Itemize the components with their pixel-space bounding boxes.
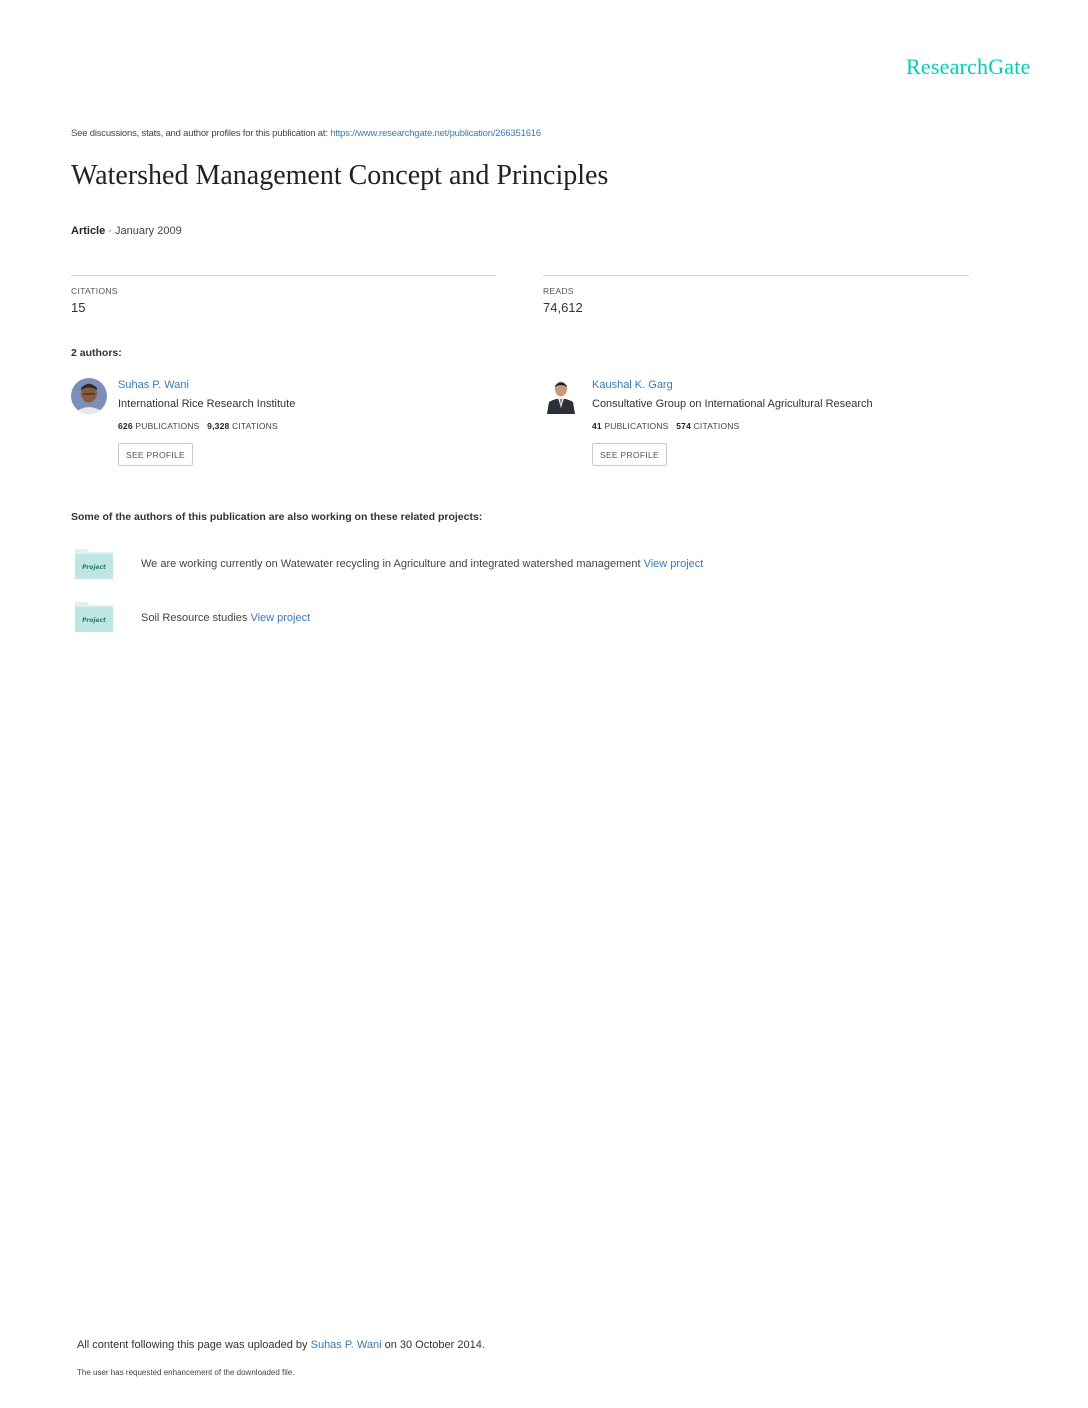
publications-count: 41 — [592, 421, 602, 431]
reads-count: 74,612 — [543, 300, 583, 315]
project-icon-label: Project — [82, 564, 106, 571]
uploader-link[interactable]: Suhas P. Wani — [310, 1339, 382, 1351]
meta-separator: · — [105, 225, 116, 237]
publication-title: Watershed Management Concept and Principles — [71, 160, 609, 191]
researchgate-logo[interactable]: ResearchGate — [906, 54, 1031, 79]
citations-divider — [71, 275, 496, 276]
author-stats — [118, 421, 278, 431]
project-description: Soil Resource studies — [141, 612, 251, 624]
author-stats — [592, 421, 739, 431]
author-citations-label: CITATIONS — [693, 421, 740, 431]
project-folder-icon — [75, 600, 113, 632]
publications-label: PUBLICATIONS — [135, 421, 200, 431]
publication-url-link[interactable]: https://www.researchgate.net/publication/266351616 — [330, 128, 541, 139]
author-citations-label: CITATIONS — [232, 421, 278, 431]
citations-label: CITATIONS — [71, 286, 118, 296]
upload-notice — [77, 1339, 485, 1351]
author-name-link[interactable]: Kaushal K. Garg — [592, 379, 673, 391]
upload-prefix: All content following this page was uploaded by — [77, 1339, 311, 1351]
reads-divider — [543, 275, 969, 276]
author-citations-count: 9,328 — [207, 421, 230, 431]
author-citations-count: 574 — [676, 421, 692, 431]
reads-label: READS — [543, 286, 574, 296]
publications-label: PUBLICATIONS — [604, 421, 669, 431]
author-name-link[interactable]: Suhas P. Wani — [118, 379, 189, 391]
author-institution: Consultative Group on International Agricultural Research — [592, 398, 873, 410]
publication-meta — [71, 225, 182, 237]
project-description: We are working currently on Watewater recycling in Agriculture and integrated watershed management — [141, 558, 644, 570]
project-item — [141, 612, 310, 624]
citations-count: 15 — [71, 300, 86, 315]
project-item — [141, 558, 703, 570]
author-institution: International Rice Research Institute — [118, 398, 296, 410]
publication-date: January 2009 — [115, 225, 182, 237]
author-avatar[interactable] — [71, 378, 107, 414]
publication-source-line — [71, 128, 541, 139]
view-project-link[interactable]: View project — [643, 558, 704, 570]
authors-heading: 2 authors: — [71, 347, 122, 359]
related-projects-heading: Some of the authors of this publication are also working on these related projects: — [71, 511, 483, 523]
see-text: See discussions, stats, and author profiles for this publication at: — [71, 128, 331, 139]
project-icon-label: Project — [82, 617, 106, 624]
project-folder-icon — [75, 547, 113, 579]
see-profile-button[interactable]: SEE PROFILE — [592, 443, 667, 466]
see-profile-button[interactable]: SEE PROFILE — [118, 443, 193, 466]
upload-suffix: on 30 October 2014. — [381, 1339, 485, 1351]
publications-count: 626 — [118, 421, 133, 431]
enhancement-note: The user has requested enhancement of the downloaded file. — [77, 1368, 295, 1377]
author-avatar[interactable] — [543, 378, 579, 414]
view-project-link[interactable]: View project — [250, 612, 311, 624]
publication-type: Article — [71, 225, 106, 237]
